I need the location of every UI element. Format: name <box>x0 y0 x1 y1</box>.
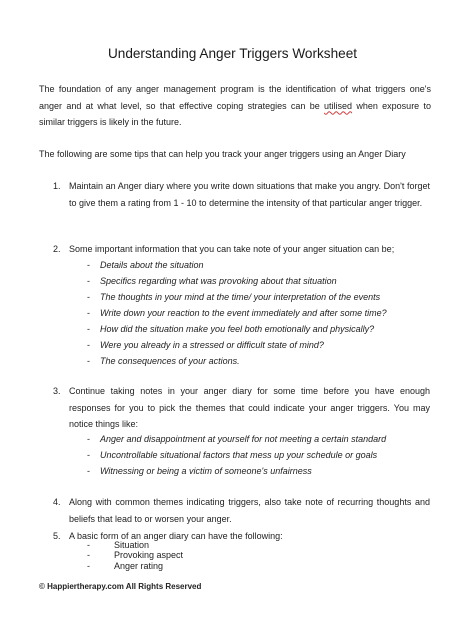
item-number: 2. <box>53 244 61 254</box>
item-number: 4. <box>53 497 61 507</box>
intro-text-end: when exposure to similar triggers is likely in the future. <box>39 100 431 128</box>
form-field-text: Situation <box>114 540 150 550</box>
sub-item-text: The consequences of your actions. <box>100 356 240 366</box>
spellcheck-flagged-word[interactable]: utilised <box>324 100 353 111</box>
item-number: 3. <box>53 386 61 396</box>
tips-intro: The following are some tips that can help you track your anger triggers using an Anger Diary <box>39 149 406 159</box>
item-number: 1. <box>53 181 61 191</box>
sub-item-text: Specifics regarding what was provoking about that situation <box>100 276 337 286</box>
sub-item-text: The thoughts in your mind at the time/ your interpretation of the events <box>100 292 381 302</box>
sub-item-text: Write down your reaction to the event immediately and after some time? <box>100 308 387 318</box>
item-text: Continue taking notes in your anger diary for some time before you have enough responses for you to pick the themes that could indicate your anger triggers. You may notice things like: <box>69 386 430 430</box>
item-number: 5. <box>53 531 61 541</box>
form-field-text: Provoking aspect <box>114 550 184 560</box>
sub-item-text: How did the situation make you feel both emotionally and physically? <box>100 324 375 334</box>
list-item-2 <box>53 241 430 258</box>
sub-item-text: Anger and disappointment at yourself for not meeting a certain standard <box>100 434 387 444</box>
item-text: Some important information that you can take note of your anger situation can be; <box>69 244 395 254</box>
list-item-3 <box>53 383 430 433</box>
list-item-4 <box>53 494 430 527</box>
intro-text-start: The foundation of any anger management program is the identification of what triggers one's anger and at what level, so that effective coping strategies can be <box>39 84 431 111</box>
page-title: Understanding Anger Triggers Worksheet <box>107 46 358 61</box>
worksheet-page: Understanding Anger Triggers Worksheet The foundation of any anger management program is the identification of what triggers one's anger and at what level, so that effective coping strategies can be utilised when exposure to similar triggers is likely in the future. The following are some tips that can help you track your anger triggers using an Anger Diary 1. Maintain an Anger diary where you write down situations that make you angry. Don't forget to give them a rating from 1 - 10 to determine the intensity of that particular anger trigger. 2. Some important information that you can take note of your anger situation can be; - Details about the situation - Specifics regarding what was provoking about that situation - The thoughts in your mind at the time/ your interpretation of the events - Write down your reaction to the event immediately and after some time? - How did the situation make you feel both emotionally and physically? - Were you already in a stressed or difficult state of mind? - The consequences of your actions. 3. Continue taking notes in your anger diary for some time before you have enough responses for you to pick the themes that could indicate your anger triggers. You may notice things like: - Anger and disappointment at yourself for not meeting a certain standard - Uncontrollable situational factors that mess up your schedule or goals - Witnessing or being a victim of someone's unfairness 4. Along with common themes indicating triggers, also take note of recurring thoughts and beliefs that lead to or worsen your anger. 5. A basic form of an anger diary can have the following: - Situation - Provoking aspect - Anger rating © Happiertherapy.com All Rights Reserved <box>0 0 465 623</box>
sub-item-text: Were you already in a stressed or difficult state of mind? <box>100 340 324 350</box>
intro-paragraph <box>39 81 431 131</box>
sub-item-text: Details about the situation <box>100 260 204 270</box>
list-item-1 <box>53 178 430 211</box>
item-text: Along with common themes indicating triggers, also take note of recurring thoughts and beliefs that lead to or worsen your anger. <box>69 497 430 524</box>
form-field-text: Anger rating <box>114 561 164 571</box>
sub-item-text: Uncontrollable situational factors that mess up your schedule or goals <box>100 450 378 460</box>
sub-item-text: Witnessing or being a victim of someone's unfairness <box>100 466 312 476</box>
item-text: A basic form of an anger diary can have the following: <box>69 531 283 541</box>
item-text: Maintain an Anger diary where you write down situations that make you angry. Don't forget to give them a rating from 1 - 10 to determine the intensity of that particular anger trigger. <box>69 181 430 208</box>
copyright-footer: © Happiertherapy.com All Rights Reserved <box>39 582 202 591</box>
